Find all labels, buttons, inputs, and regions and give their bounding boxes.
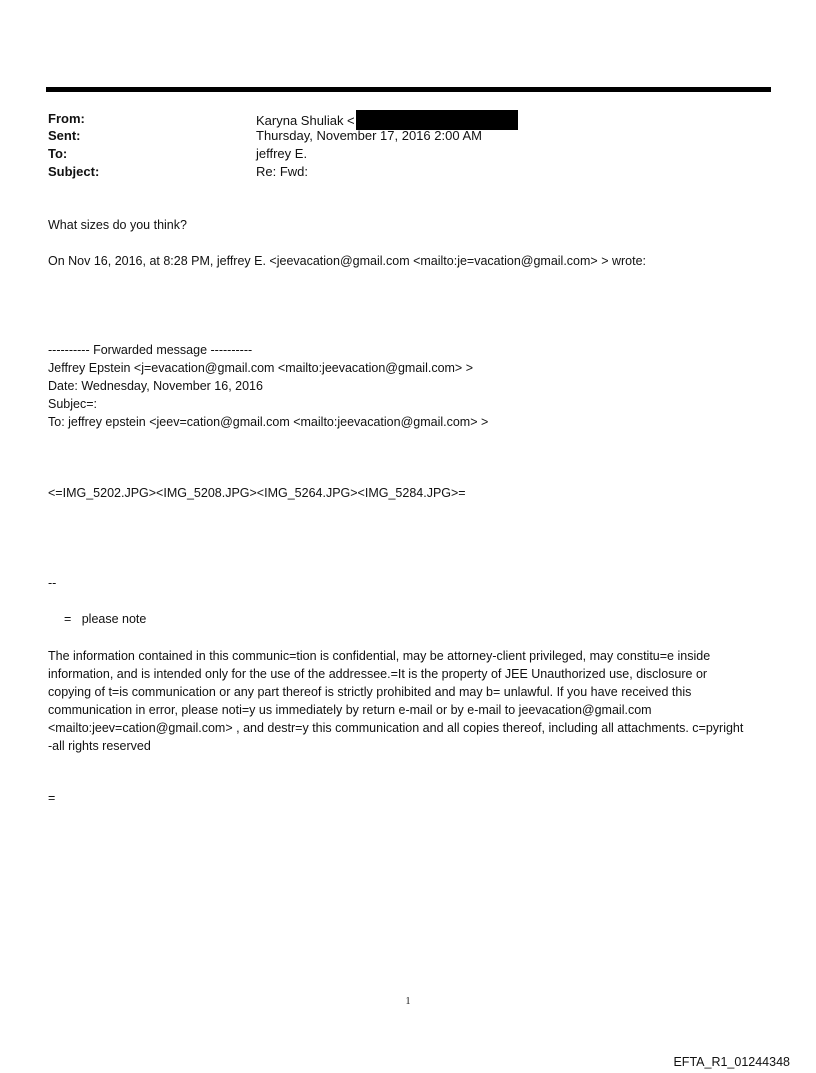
forwarded-from: Jeffrey Epstein <j=evacation@gmail.com <mailto:jeevacation@gmail.com> > [48, 361, 474, 375]
page-number: 1 [405, 996, 411, 1007]
forwarded-header: ---------- Forwarded message ---------- [48, 343, 253, 357]
disclaimer-paragraph: The information contained in this communic=tion is confidential, may be attorney-client privileged, may constitu=e inside information, and is intended only for the use of the addressee.=It is the property of JEE Unauthorized use, disclosure or copying of t=is communication or any part thereof is strictly prohibited and may b= unlawful. If you have received this communication in error, please noti=y us immediately by return e-mail or by e-mail to jeevacation@gmail.com <mailto:jeev=cation@gmail.com> , and destr=y this communication and all copies thereof, including all attachments. c=pyright -all rights reserved [48, 649, 744, 753]
attachment-list: <=IMG_5202.JPG><IMG_5208.JPG><IMG_5264.JPG><IMG_5284.JPG>= [48, 486, 466, 500]
sent-label: Sent: [48, 128, 81, 143]
quote-intro: On Nov 16, 2016, at 8:28 PM, jeffrey E. <jeevacation@gmail.com <mailto:je=vacation@gmail.com> > wrote: [48, 254, 647, 268]
forwarded-date: Date: Wednesday, November 16, 2016 [48, 379, 263, 393]
subject-value: Re: Fwd: [256, 164, 309, 179]
from-label: From: [48, 111, 85, 126]
forwarded-to: To: jeffrey epstein <jeev=cation@gmail.com <mailto:jeevacation@gmail.com> > [48, 415, 489, 429]
end-mark: = [48, 791, 56, 805]
forwarded-subject: Subjec=: [48, 397, 97, 411]
reply-text: What sizes do you think? [48, 218, 187, 232]
signature-separator: -- [48, 576, 57, 590]
to-value: jeffrey E. [256, 146, 308, 161]
please-note: = please note [64, 612, 147, 626]
document-id: EFTA_R1_01244348 [673, 1055, 790, 1069]
subject-label: Subject: [48, 164, 100, 179]
from-name: Karyna Shuliak < [256, 113, 355, 128]
to-label: To: [48, 146, 68, 161]
sent-value: Thursday, November 17, 2016 2:00 AM [256, 128, 482, 143]
header-rule [46, 87, 771, 92]
